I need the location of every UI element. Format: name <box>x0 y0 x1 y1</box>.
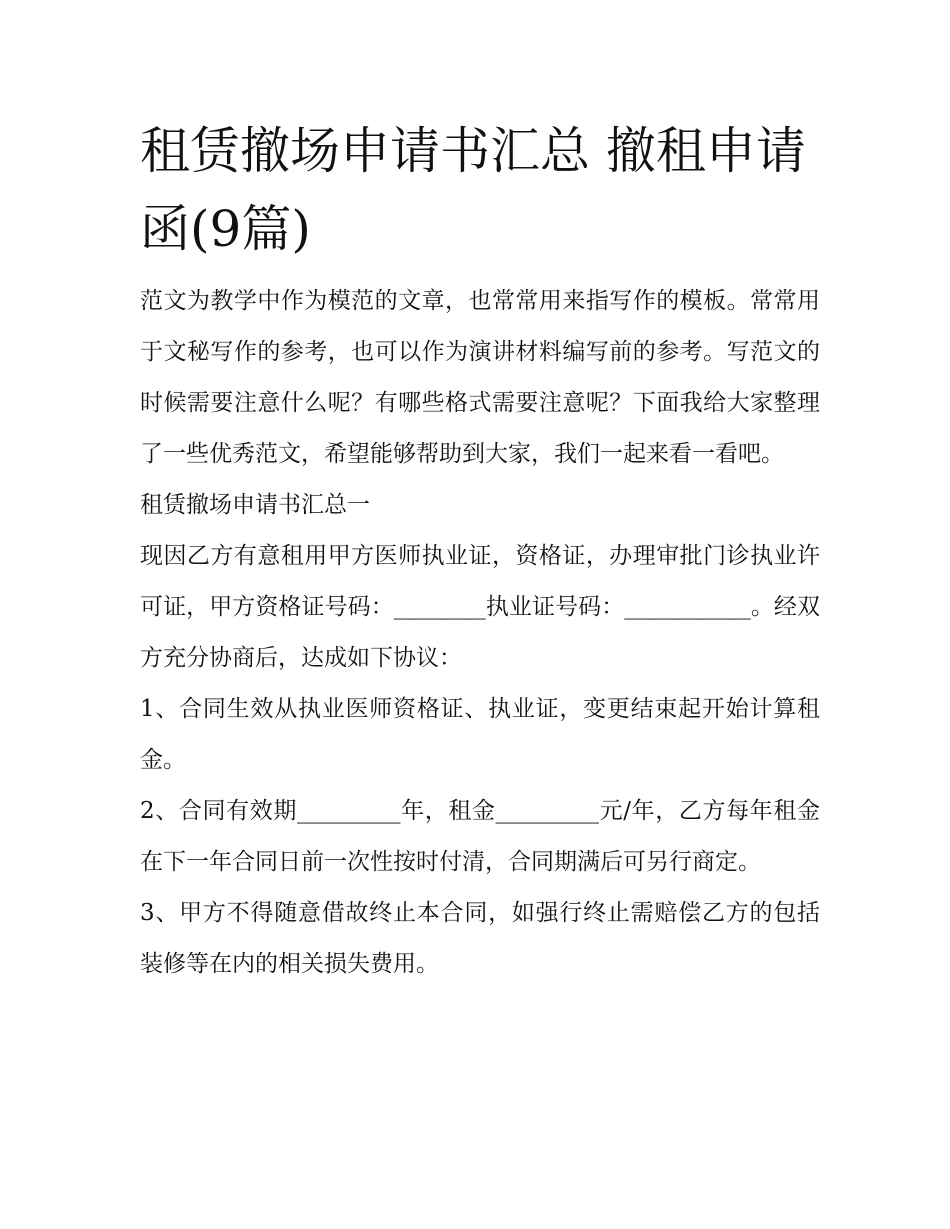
document-body <box>140 276 820 990</box>
clause-3: 3、甲方不得随意借故终止本合同，如强行终止需赔偿乙方的包括装修等在内的相关损失费用。 <box>140 900 820 977</box>
agreement-paragraph: 现因乙方有意租用甲方医师执业证，资格证，办理审批门诊执业许可证，甲方资格证号码：________执业证号码：___________。经双方充分协商后，达成如下协议： <box>140 543 820 671</box>
intro-paragraph: 范文为教学中作为模范的文章，也常常用来指写作的模板。常常用于文秘写作的参考，也可以作为演讲材料编写前的参考。写范文的时候需要注意什么呢？有哪些格式需要注意呢？下面我给大家整理了一些优秀范文，希望能够帮助到大家，我们一起来看一看吧。 <box>140 288 820 467</box>
section-heading: 租赁撤场申请书汇总一 <box>140 492 370 518</box>
document-title: 租赁撤场申请书汇总 撤租申请函(9篇) <box>140 122 806 258</box>
clause-1: 1、合同生效从执业医师资格证、执业证，变更结束起开始计算租金。 <box>140 696 820 773</box>
clause-2: 2、合同有效期_________年，租金_________元/年，乙方每年租金在下一年合同日前一次性按时付清，合同期满后可另行商定。 <box>140 798 820 875</box>
